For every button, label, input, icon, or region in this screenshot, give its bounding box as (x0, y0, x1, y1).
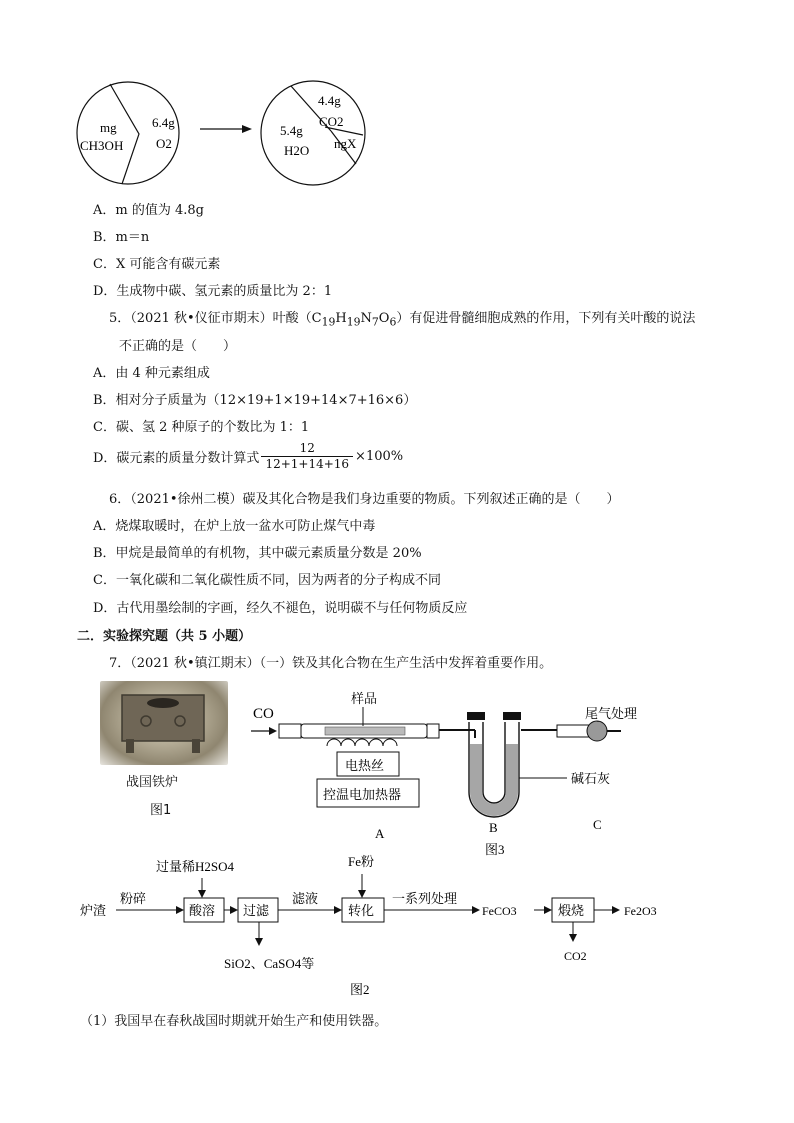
q7-sub1: （1）我国早在春秋战国时期就开始生产和使用铁器。 (80, 1014, 388, 1029)
fig3-label: 图3 (485, 842, 505, 857)
q4-option-a: A．m 的值为 4.8g (93, 203, 204, 218)
outlet-stopper (427, 724, 439, 738)
label-co2-mass: 4.4g (318, 93, 341, 108)
label-soda-lime: 碱石灰 (571, 771, 611, 786)
q5-stem: 5．（2021 秋•仪征市期末）叶酸$(C_{19}H_{19}N_7O_6)$有促进骨髓细胞成熟的作用，下列有关叶酸的说法 (109, 311, 696, 329)
label-mg: mg (100, 120, 117, 135)
inlet-stopper (279, 724, 301, 738)
q5-option-c: C．碳、氢 2 种原子的个数比为 1：1 (93, 420, 310, 435)
fig1-caption: 战国铁炉 (126, 775, 179, 790)
q4-option-d: D．生成物中碳、氢元素的质量比为 2：1 (93, 284, 333, 299)
u-tube-soda-lime (470, 744, 518, 816)
arrow-convert-feco3-head (472, 906, 480, 914)
process-flow-diagram (74, 848, 714, 998)
label-a: A (375, 826, 385, 841)
q7-stem: 7．（2021 秋•镇江期末）（一）铁及其化合物在生产生活中发挥着重要作用。 (109, 656, 553, 671)
label-co2: CO2 (319, 114, 344, 129)
sample-layer (325, 727, 405, 735)
label-o2-mass: 6.4g (152, 115, 175, 130)
label-sample: 样品 (351, 691, 378, 706)
label-fe2o3: Fe2O3 (624, 904, 657, 918)
label-co-inlet: CO (253, 706, 274, 722)
label-tail-gas: 尾气处理 (585, 706, 638, 721)
drying-bulb (587, 721, 607, 741)
arrow-calcine-down-head (569, 934, 577, 942)
q5-option-d: D．碳元素的质量分数计算式 $\frac{12}{12+1+14+16}$ ×100% (93, 441, 404, 471)
label-ch3oh: CH3OH (80, 138, 124, 153)
arrow-filter-convert-head (334, 906, 342, 914)
reaction-arrow-head (242, 125, 252, 133)
label-filtrate: 滤液 (292, 891, 319, 906)
product-circle (261, 81, 365, 185)
label-crush: 粉碎 (120, 891, 147, 906)
stove-sketch (100, 681, 228, 765)
label-filter: 过滤 (243, 903, 270, 918)
label-co2-out: CO2 (564, 949, 587, 963)
label-heater-wire: 电热丝 (345, 758, 385, 773)
label-o2: O2 (156, 136, 172, 151)
arrow-acid-filter-head (230, 906, 238, 914)
label-slag: 炉渣 (80, 903, 107, 918)
arrow-filter-down-head (255, 938, 263, 946)
reaction-pie-diagram (70, 78, 410, 193)
label-controller: 控温电加热器 (323, 787, 402, 802)
label-feco3: FeCO3 (482, 904, 517, 918)
q5-option-b: B．相对分子质量为（12×19+1×19+14×7+16×6） (93, 393, 417, 408)
label-h2o-mass: 5.4g (280, 123, 303, 138)
q6-option-a: A．烧煤取暖时，在炉上放一盆水可防止煤气中毒 (93, 519, 376, 534)
arrow-slag-acid-head (176, 906, 184, 914)
q5-option-a: A．由 4 种元素组成 (93, 366, 210, 381)
q6-option-c: C．一氧化碳和二氧化碳性质不同，因为两者的分子构成不同 (93, 573, 441, 588)
drying-tube (557, 725, 591, 737)
label-ngx: ngX (334, 136, 357, 151)
label-c: C (593, 817, 602, 832)
q6-stem: 6．（2021•徐州二模）碳及其化合物是我们身边重要的物质。下列叙述正确的是（ ） (109, 492, 620, 507)
apparatus-diagram (245, 686, 685, 861)
co-inlet-arrow-head (269, 727, 277, 735)
label-h2o: H2O (284, 143, 310, 158)
reactant-circle (77, 82, 179, 184)
label-series: 一系列处理 (392, 891, 458, 906)
fig1-label: 图1 (150, 803, 172, 818)
q6-option-b: B．甲烷是最简单的有机物，其中碳元素质量分数是 20% (93, 546, 422, 561)
arrow-fe-down-head (358, 890, 366, 898)
mass-fraction: $\frac{12}{12+1+14+16}$ (261, 441, 353, 472)
arrow-acid-down-head (198, 890, 206, 898)
label-residue: SiO2、CaSO4等 (224, 956, 315, 971)
q4-option-b: B．m＝n (93, 230, 150, 245)
q4-option-c: C．X 可能含有碳元素 (93, 257, 221, 272)
section-heading: 二．实验探究题（共 5 小题） (77, 629, 252, 644)
arrow-feco3-calcine-head (544, 906, 552, 914)
iron-stove-photo (100, 681, 228, 765)
heater-coil (327, 739, 397, 746)
fig2-label: 图2 (350, 982, 370, 997)
q5-stem-cont: 不正确的是（ ） (119, 339, 237, 354)
label-convert: 转化 (348, 903, 375, 918)
u-tube-left-cap (467, 712, 485, 720)
label-fe-powder: Fe粉 (348, 854, 375, 869)
arrow-calcine-fe2o3-head (612, 906, 620, 914)
label-acid: 过量稀H2SO4 (156, 859, 235, 874)
label-acid-dissolve: 酸溶 (189, 903, 216, 918)
label-calcine: 煅烧 (558, 903, 585, 918)
u-tube-right-cap (503, 712, 521, 720)
q6-option-d: D．古代用墨绘制的字画，经久不褪色，说明碳不与任何物质反应 (93, 601, 468, 616)
label-b: B (489, 820, 498, 835)
